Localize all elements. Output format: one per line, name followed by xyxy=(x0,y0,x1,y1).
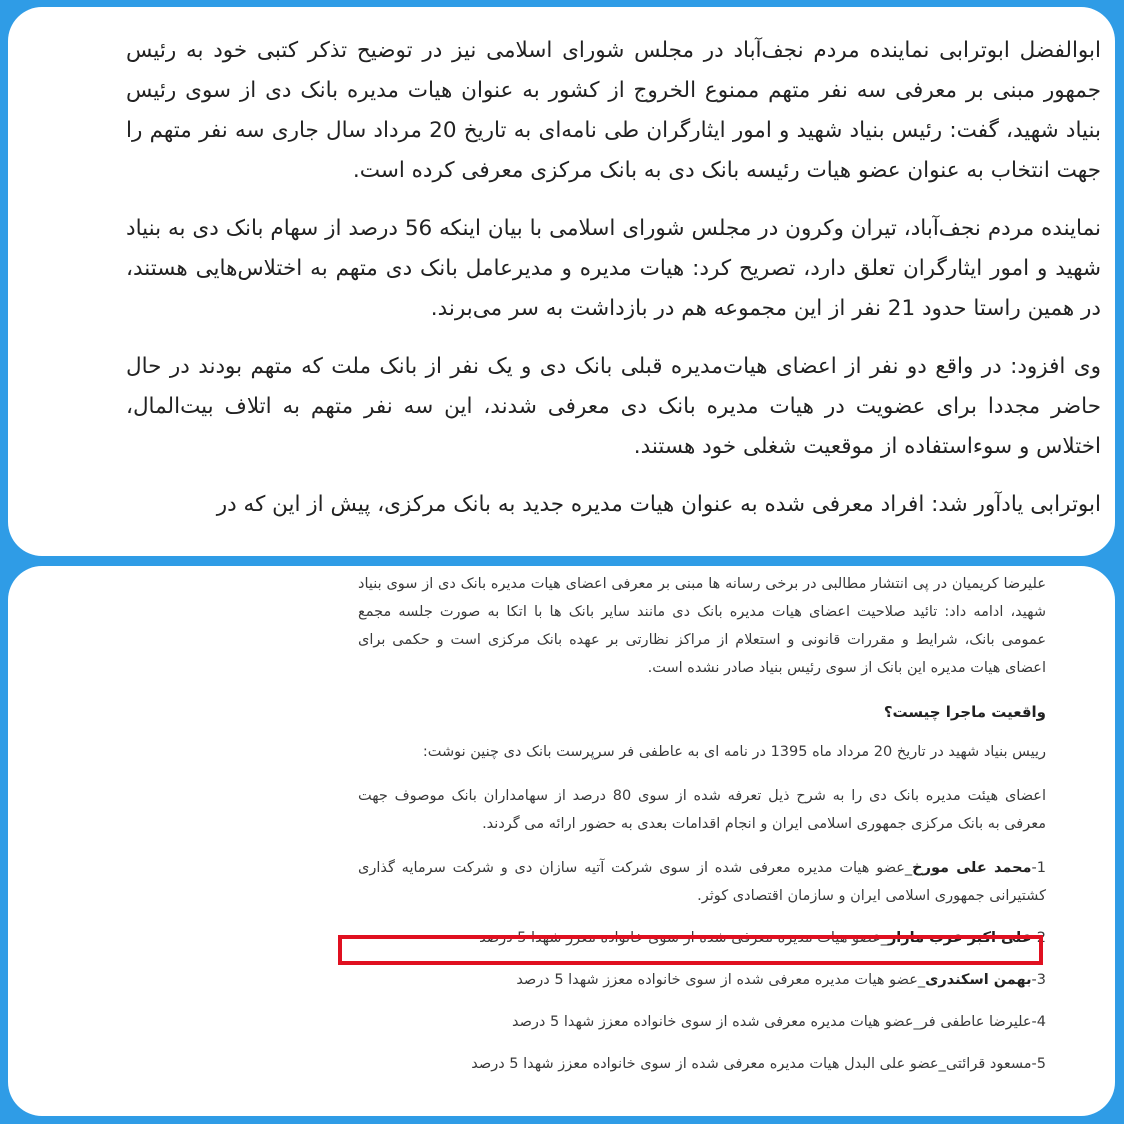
section-heading: واقعیت ماجرا چیست؟ xyxy=(883,703,1046,721)
member-item-4 xyxy=(358,1008,1046,1036)
member-description: _عضو هیات مدیره معرفی شده از سوی خانواده معزز شهدا 5 درصد xyxy=(516,972,926,988)
member-name: علی اکبر عرب مازار xyxy=(887,930,1032,946)
intro-paragraph: علیرضا کریمیان در پی انتشار مطالبی در برخی رسانه ها مبنی بر معرفی اعضای هیات مدیره بانک دی از سوی بنیاد شهید، ادامه داد: تائید صلاحیت اعضای هیات مدیره بانک دی مانند سایر بانک ها با اتکا به صورت جلسه مجمع عمومی بانک، شرایط و مقررات قانونی و استعلام از مراکز نظارتی بر عهده بانک مرکزی است و حکمی برای اعضای هیات مدیره این بانک از سوی رئیس بنیاد صادر نشده است. xyxy=(358,576,1046,676)
member-description: _عضو هیات مدیره معرفی شده از سوی شرکت آتیه سازان دی و شرکت سرمایه گذاری کشتیرانی جمهوری اسلامی ایران و سازمان اقتصادی کوثر. xyxy=(358,860,1046,904)
item-number: 4- xyxy=(1031,1014,1046,1030)
member-name: علیرضا عاطفی فر xyxy=(920,1014,1032,1030)
member-description: _عضو علی البدل هیات مدیره معرفی شده از سوی خانواده معزز شهدا 5 درصد xyxy=(471,1056,946,1072)
top-paragraph-3: وی افزود: در واقع دو نفر از اعضای هیات‌مدیره قبلی بانک دی و یک نفر از بانک ملت که متهم بودند در حال حاضر مجددا برای عضویت در هیات مدیره بانک دی معرفی شدند، این سه نفر متهم به اتلاف بیت‌المال، اختلاس و سوءاستفاده از موقعیت شغلی خود هستند. xyxy=(126,354,1101,459)
top-paragraph-1: ابوالفضل ابوترابی نماینده مردم نجف‌آباد در مجلس شورای اسلامی نیز در توضیح تذکر کتبی خود به رئیس جمهور مبنی بر معرفی سه نفر متهم ممنوع الخروج از کشور به عنوان هیات مدیره بانک دی از سوی رئیس بنیاد شهید، گفت: رئیس بنیاد شهید و امور ایثارگران طی نامه‌ای به تاریخ 20 مرداد سال جاری سه نفر متهم را جهت انتخاب به عنوان عضو هیات رئیسه بانک دی به بانک مرکزی معرفی کرده است. xyxy=(126,38,1101,183)
letter-intro: رییس بنیاد شهید در تاریخ 20 مرداد ماه 1395 در نامه ای به عاطفی فر سرپرست بانک دی چنین نوشت: xyxy=(422,744,1046,760)
top-article-panel xyxy=(8,7,1115,556)
item-number: 2- xyxy=(1031,930,1046,946)
bottom-article-panel xyxy=(8,566,1115,1116)
member-description: _عضو هیات مدیره معرفی شده از سوی خانواده معزز شهدا 5 درصد xyxy=(479,930,888,946)
member-item-3 xyxy=(358,966,1046,994)
member-item-1 xyxy=(358,854,1046,910)
member-name: محمد علی مورخ xyxy=(912,860,1032,876)
item-number: 3- xyxy=(1031,972,1046,988)
item-number: 5- xyxy=(1031,1056,1046,1072)
member-name: مسعود قرائتی xyxy=(945,1056,1032,1072)
letter-body: اعضای هیئت مدیره بانک دی را به شرح ذیل تعرفه شده از سوی 80 درصد از سهامداران بانک موصوف جهت معرفی به بانک مرکزی جمهوری اسلامی ایران و انجام اقدامات بعدی به حضور ارائه می گردند. xyxy=(358,788,1046,832)
bottom-article-text xyxy=(358,570,1046,1092)
top-paragraph-4: ابوترابی یادآور شد: افراد معرفی شده به عنوان هیات مدیره جدید به بانک مرکزی، پیش از این که در xyxy=(216,492,1101,517)
member-name: بهمن اسکندری xyxy=(925,972,1032,988)
item-number: 1- xyxy=(1031,860,1046,876)
member-description: _عضو هیات مدیره معرفی شده از سوی خانواده معزز شهدا 5 درصد xyxy=(512,1014,921,1030)
member-item-5 xyxy=(358,1050,1046,1078)
top-paragraph-2: نماینده مردم نجف‌آباد، تیران وکرون در مجلس شورای اسلامی با بیان اینکه 56 درصد از سهام بانک دی به بنیاد شهید و امور ایثارگران تعلق دارد، تصریح کرد: هیات مدیره و مدیرعامل بانک دی متهم به اختلاس‌هایی هستند، در همین راستا حدود 21 نفر از این مجموعه هم در بازداشت به سر می‌برند. xyxy=(126,216,1102,321)
highlight-box xyxy=(338,935,1043,965)
top-article-text xyxy=(126,31,1101,543)
